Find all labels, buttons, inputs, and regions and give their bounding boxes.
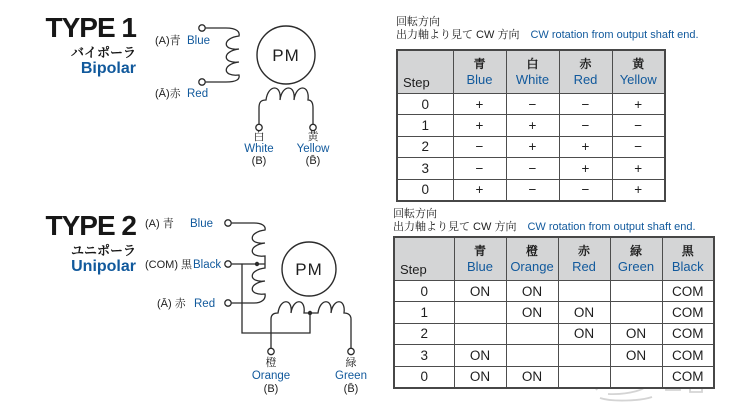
type1-step-table (396, 49, 666, 202)
type2-motor-label: PM (295, 260, 323, 279)
phase-value-cell: + (612, 158, 665, 179)
type2-wiring-diagram (145, 216, 367, 395)
type2-step-table (393, 236, 715, 389)
phase-value-cell: ON (610, 345, 662, 366)
phase-value-cell: − (506, 179, 559, 201)
type2-label-bbar-tag: (B̄) (343, 383, 359, 395)
col-jp: 橙 (525, 244, 538, 258)
type1-col-white (506, 50, 559, 94)
type2-coil-b-wire (271, 302, 351, 348)
phase-value-cell (610, 302, 662, 323)
table-row (397, 115, 665, 136)
type1-col-blue (453, 50, 506, 94)
type2-title: TYPE 2 (45, 210, 136, 241)
type2-label-b-jp: 橙 (265, 357, 277, 369)
type2-label-a-jp: (A) 青 (145, 218, 174, 230)
phase-value-cell: − (453, 136, 506, 157)
type2-subtitle-en: Unipolar (71, 258, 136, 275)
step-number-cell: 1 (394, 302, 454, 323)
type1-subtitle-jp: バイポーラ (70, 45, 136, 60)
step-number-cell: 1 (397, 115, 453, 136)
phase-value-cell: ON (454, 281, 506, 302)
phase-value-cell: + (559, 136, 612, 157)
phase-value-cell: + (506, 115, 559, 136)
type1-wiring-diagram (155, 25, 330, 167)
phase-value-cell: COM (662, 345, 714, 366)
type2-terminal-red (225, 300, 231, 306)
phase-value-cell: − (559, 179, 612, 201)
phase-value-cell: − (453, 158, 506, 179)
type2-coil-a-wire (232, 223, 265, 303)
col-jp: 黄 (632, 57, 645, 71)
col-jp: 赤 (577, 244, 590, 258)
phase-value-cell (454, 302, 506, 323)
type1-coil-a-wire (206, 28, 239, 82)
type2-coil-a-centertap-dot (255, 262, 259, 266)
table-row (394, 302, 714, 323)
step-number-cell: 0 (394, 281, 454, 302)
phase-value-cell: COM (662, 302, 714, 323)
col-en: White (515, 72, 550, 87)
phase-value-cell: + (612, 179, 665, 201)
phase-value-cell: − (506, 158, 559, 179)
phase-value-cell: ON (558, 302, 610, 323)
step-number-cell: 2 (397, 136, 453, 157)
col-en: Red (572, 259, 596, 274)
phase-value-cell: ON (506, 281, 558, 302)
col-jp: 青 (473, 57, 486, 71)
phase-value-cell: − (506, 94, 559, 115)
type1-step-header-cell (397, 50, 453, 94)
type1-label-abar-en: Red (187, 88, 209, 100)
col-jp: 赤 (579, 57, 592, 71)
phase-value-cell (558, 281, 610, 302)
type2-terminal-blue (225, 220, 231, 226)
type1-label-b-jp: 白 (253, 131, 265, 143)
type1-coil-b-wire (259, 88, 313, 124)
col-en: Blue (466, 72, 493, 87)
phase-value-cell: − (559, 115, 612, 136)
phase-value-cell: ON (610, 323, 662, 344)
phase-value-cell: − (612, 115, 665, 136)
col-en: Yellow (619, 72, 657, 87)
type1-label-a-jp: (A)青 (155, 35, 181, 47)
type2-step-header-cell (394, 237, 454, 281)
type2-col-orange (506, 237, 558, 281)
col-en: Blue (466, 259, 494, 274)
table-row (394, 281, 714, 302)
col-jp: 緑 (629, 244, 642, 258)
type1-step-table-wrap (396, 49, 666, 202)
col-en: Green (617, 259, 655, 274)
phase-value-cell: − (612, 136, 665, 157)
col-jp: 黒 (681, 244, 694, 258)
type2-caption-line2 (393, 221, 696, 234)
table-row (397, 94, 665, 115)
table-row (397, 179, 665, 201)
phase-value-cell (558, 366, 610, 388)
type1-rotation-caption (396, 16, 699, 41)
table-row (394, 323, 714, 344)
phase-value-cell (610, 366, 662, 388)
table-row (394, 366, 714, 388)
type2-col-blue (454, 237, 506, 281)
type2-rotation-caption (393, 208, 696, 233)
type1-label-bbar-tag: (B̄) (305, 155, 321, 167)
type2-col-black (662, 237, 714, 281)
type1-col-red (559, 50, 612, 94)
phase-value-cell: ON (454, 345, 506, 366)
type2-caption-line1: 回転方向 (393, 208, 437, 220)
col-en: Red (573, 72, 598, 87)
type1-label-bbar-jp: 黄 (307, 131, 319, 143)
phase-value-cell: COM (662, 366, 714, 388)
step-number-cell: 3 (397, 158, 453, 179)
type2-label-com-jp: (COM) 黒 (145, 259, 193, 271)
type1-title: TYPE 1 (45, 12, 136, 43)
type1-terminal-white (256, 124, 262, 130)
table-row (394, 345, 714, 366)
type2-label-abar-jp: (Ā) 赤 (157, 298, 186, 310)
phase-value-cell: + (453, 94, 506, 115)
type1-caption-line2-en: CW rotation from output shaft end. (530, 28, 699, 41)
phase-value-cell: + (612, 94, 665, 115)
type1-terminal-blue (199, 25, 205, 31)
phase-value-cell (506, 323, 558, 344)
type2-label-a-en: Blue (190, 218, 214, 230)
type1-header-row (397, 50, 665, 94)
type2-terminal-black (225, 261, 231, 267)
type1-caption-line2 (396, 29, 699, 42)
step-number-cell: 0 (397, 179, 453, 201)
phase-value-cell: COM (662, 323, 714, 344)
type1-label-abar-jp: (Ā)赤 (155, 88, 181, 100)
type1-motor-label: PM (272, 46, 300, 65)
type1-subtitle-en: Bipolar (80, 60, 136, 77)
type2-caption-line2-jp: 出力軸より見て CW 方向 (393, 220, 517, 233)
phase-value-cell: COM (662, 281, 714, 302)
phase-value-cell (454, 323, 506, 344)
type2-col-red (558, 237, 610, 281)
step-number-cell: 2 (394, 323, 454, 344)
type1-title-block (18, 14, 136, 77)
step-label: Step (403, 75, 430, 90)
col-jp: 白 (526, 57, 539, 71)
phase-value-cell: ON (558, 323, 610, 344)
type2-label-b-tag: (B) (263, 383, 279, 395)
type2-label-abar-en: Red (194, 298, 216, 310)
type2-label-b-en: Orange (251, 370, 291, 382)
type1-caption-line2-jp: 出力軸より見て CW 方向 (396, 28, 520, 41)
phase-value-cell (610, 281, 662, 302)
step-label: Step (400, 262, 427, 277)
phase-value-cell: + (559, 158, 612, 179)
step-number-cell: 0 (394, 366, 454, 388)
phase-value-cell (558, 345, 610, 366)
table-row (397, 136, 665, 157)
type2-col-green (610, 237, 662, 281)
type2-step-table-wrap (393, 236, 715, 389)
phase-value-cell: − (559, 94, 612, 115)
col-en: Orange (510, 259, 554, 274)
type2-terminal-green (348, 348, 354, 354)
type1-label-b-en: White (244, 143, 274, 155)
type2-label-bbar-jp: 緑 (345, 357, 357, 369)
phase-value-cell: + (506, 136, 559, 157)
type2-header-row (394, 237, 714, 281)
type1-terminal-red (199, 79, 205, 85)
phase-value-cell (506, 345, 558, 366)
phase-value-cell: + (453, 179, 506, 201)
type1-caption-line1: 回転方向 (396, 16, 440, 28)
phase-value-cell: ON (454, 366, 506, 388)
type1-col-yellow (612, 50, 665, 94)
type2-title-block (18, 212, 136, 275)
type2-caption-line2-en: CW rotation from output shaft end. (527, 220, 696, 233)
type2-subtitle-jp: ユニポーラ (70, 243, 136, 258)
type2-label-bbar-en: Green (335, 370, 367, 382)
type1-label-a-en: Blue (187, 35, 211, 47)
type1-label-bbar-en: Yellow (296, 143, 330, 155)
step-number-cell: 3 (394, 345, 454, 366)
type2-label-com-en: Black (193, 259, 222, 271)
table-row (397, 158, 665, 179)
col-jp: 青 (473, 244, 486, 258)
phase-value-cell: + (453, 115, 506, 136)
type1-terminal-yellow (310, 124, 316, 130)
phase-value-cell: ON (506, 302, 558, 323)
step-number-cell: 0 (397, 94, 453, 115)
col-en: Black (671, 259, 704, 274)
phase-value-cell: ON (506, 366, 558, 388)
type1-label-b-tag: (B) (251, 155, 267, 167)
type2-terminal-orange (268, 348, 274, 354)
